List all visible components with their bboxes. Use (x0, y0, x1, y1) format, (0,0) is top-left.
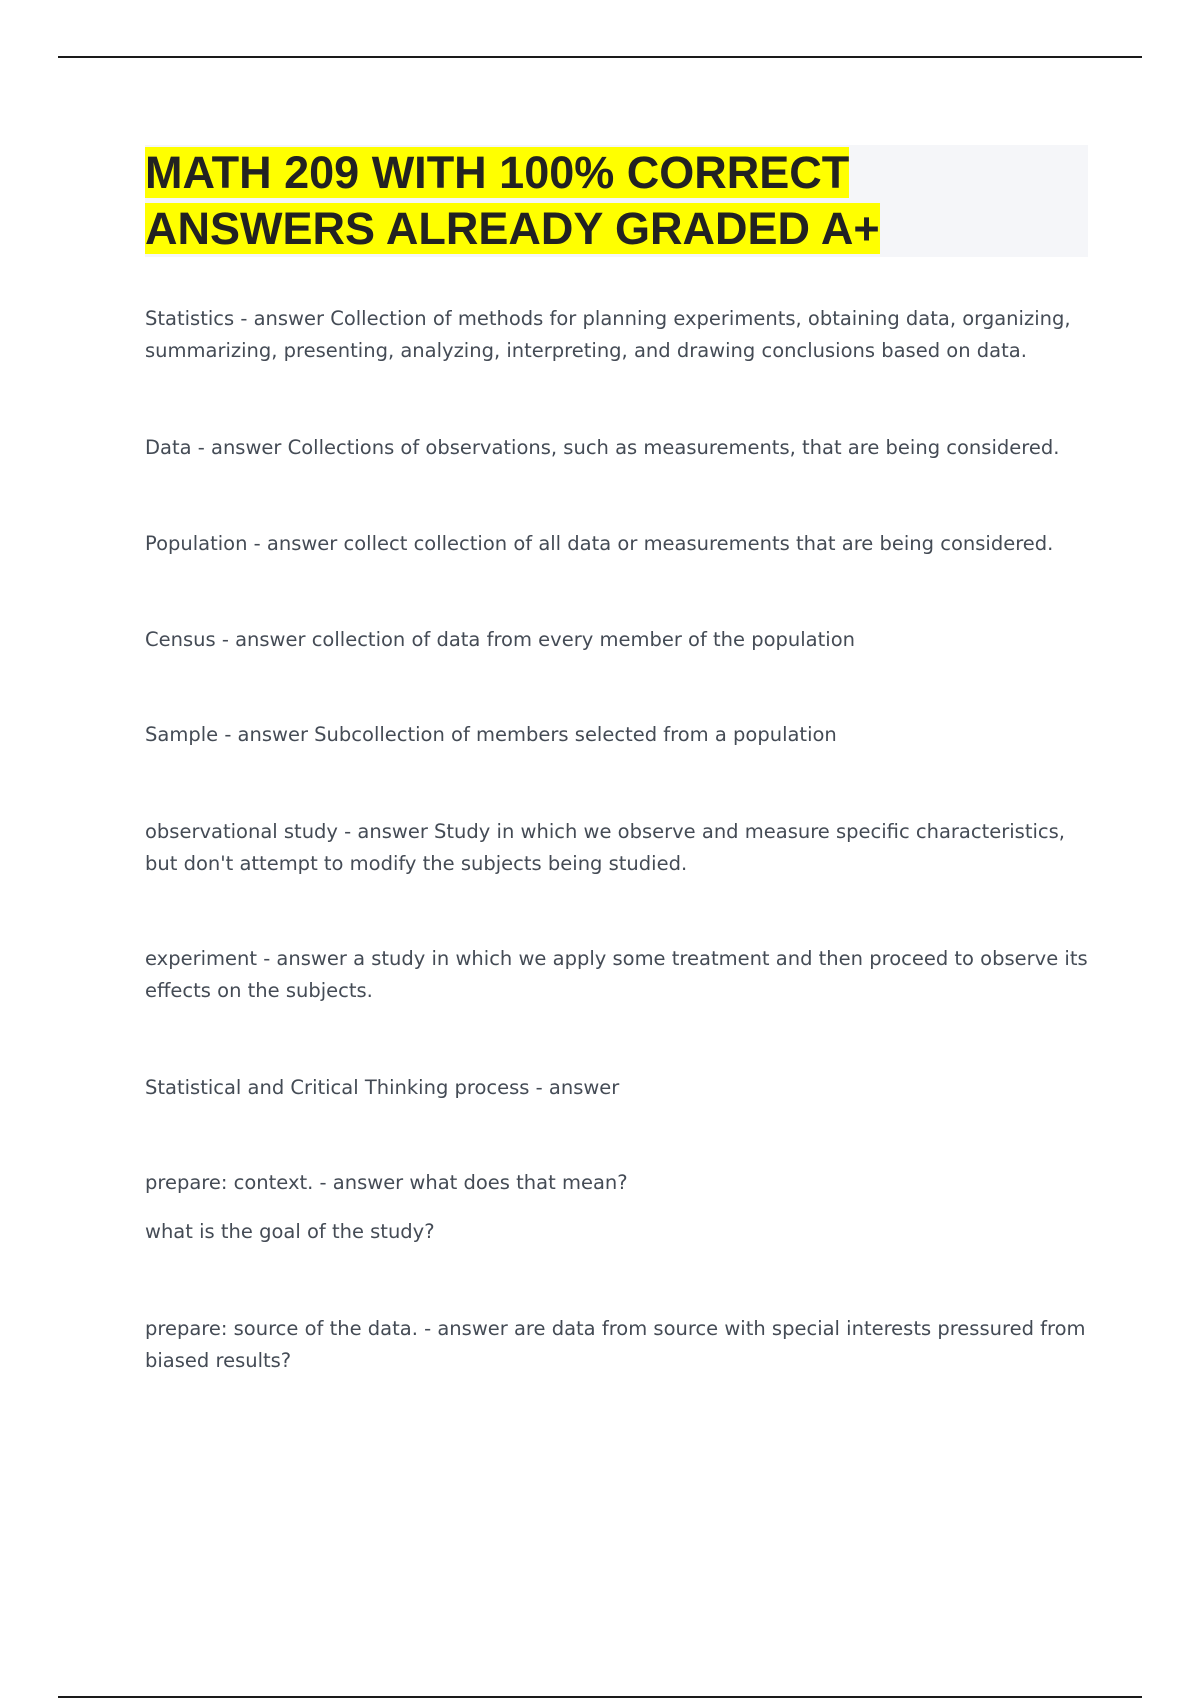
qa-entry-observational-study: observational study - answer Study in which we observe and measure specific characteristics, but don't attempt to modify the subjects being studied. (145, 820, 1065, 875)
qa-entry-census: Census - answer collection of data from every member of the population (145, 628, 855, 651)
document-title-line-1: MATH 209 WITH 100% CORRECT (145, 147, 850, 198)
qa-entry-data: Data - answer Collections of observations, such as measurements, that are being considered. (145, 436, 1060, 459)
qa-entry-goal-of-study: what is the goal of the study? (145, 1220, 435, 1243)
qa-entry-experiment: experiment - answer a study in which we apply some treatment and then proceed to observe its effects on the subjects. (145, 947, 1088, 1002)
document-title-block (145, 145, 1088, 257)
qa-entry-critical-thinking: Statistical and Critical Thinking process - answer (145, 1076, 620, 1099)
qa-entry-sample: Sample - answer Subcollection of members selected from a population (145, 723, 837, 746)
qa-entry-prepare-source: prepare: source of the data. - answer are data from source with special interests pressured from biased results? (145, 1317, 1086, 1372)
document-title (145, 145, 1088, 257)
document-title-line-2: ANSWERS ALREADY GRADED A+ (145, 203, 880, 254)
qa-entry-population: Population - answer collect collection of all data or measurements that are being considered. (145, 532, 1054, 555)
qa-entry-statistics: Statistics - answer Collection of methods for planning experiments, obtaining data, organizing, summarizing, presenting, analyzing, interpreting, and drawing conclusions based on data. (145, 307, 1071, 362)
header-divider (58, 56, 1142, 58)
qa-entry-prepare-context: prepare: context. - answer what does that mean? (145, 1171, 628, 1194)
footer-divider (58, 1696, 1142, 1698)
